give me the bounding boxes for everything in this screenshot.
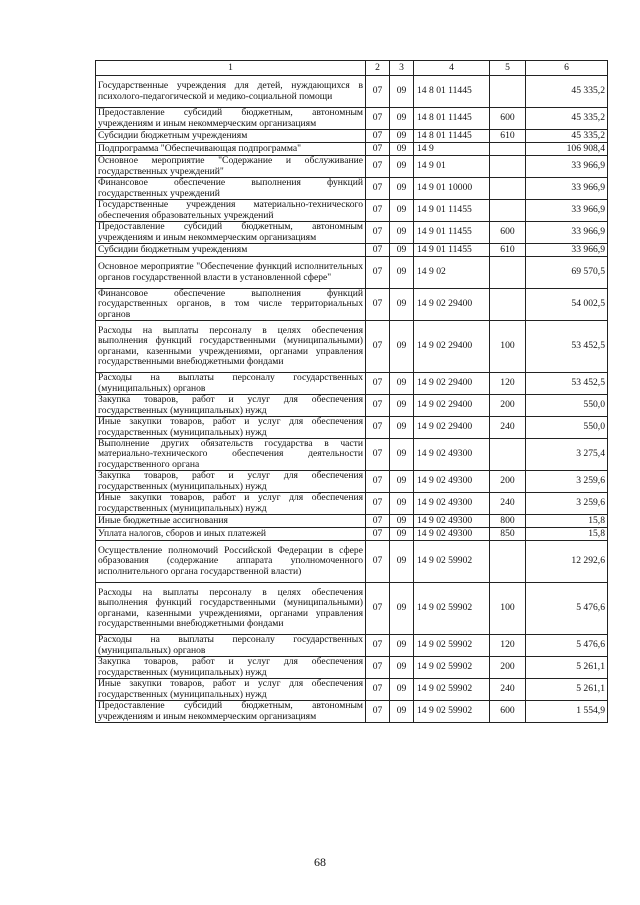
table-row [96, 493, 608, 515]
target-article-code: 14 9 02 29400 [414, 289, 490, 321]
table-row [96, 471, 608, 493]
amount: 33 966,9 [526, 156, 608, 178]
target-article-code: 14 9 02 59902 [414, 657, 490, 679]
item-name: Государственные учреждения для детей, нуждающихся в психолого-педагогической и медико-социальной помощи [96, 76, 366, 108]
table-row [96, 515, 608, 528]
target-article-code: 14 9 02 49300 [414, 515, 490, 528]
expense-type-code [490, 76, 526, 108]
section-code: 07 [366, 321, 390, 373]
expense-type-code: 120 [490, 373, 526, 395]
table-row [96, 143, 608, 156]
item-name: Расходы на выплаты персоналу государственных (муниципальных) органов [96, 373, 366, 395]
subsection-code: 09 [390, 541, 414, 583]
amount: 45 335,2 [526, 76, 608, 108]
target-article-code: 14 9 01 11455 [414, 222, 490, 244]
expense-type-code: 600 [490, 222, 526, 244]
table-row [96, 395, 608, 417]
section-code: 07 [366, 130, 390, 143]
item-name: Иные закупки товаров, работ и услуг для обеспечения государственных (муниципальных) нужд [96, 679, 366, 701]
target-article-code: 14 9 02 59902 [414, 635, 490, 657]
item-name: Иные бюджетные ассигнования [96, 515, 366, 528]
subsection-code: 09 [390, 178, 414, 200]
section-code: 07 [366, 701, 390, 723]
subsection-code: 09 [390, 395, 414, 417]
expense-type-code: 100 [490, 321, 526, 373]
target-article-code: 14 9 02 49300 [414, 493, 490, 515]
amount: 54 002,5 [526, 289, 608, 321]
expense-type-code: 200 [490, 395, 526, 417]
target-article-code: 14 9 01 [414, 156, 490, 178]
target-article-code: 14 9 02 29400 [414, 395, 490, 417]
amount: 33 966,9 [526, 244, 608, 257]
item-name: Выполнение других обязательств государства в части материально-технического обеспечения деятельности государственного органа [96, 439, 366, 471]
amount: 1 554,9 [526, 701, 608, 723]
item-name: Расходы на выплаты персоналу в целях обеспечения выполнения функций государственными (муниципальными) органами, казенными учреждениями, органами управления государственными внебюджетными фондами [96, 583, 366, 635]
subsection-code: 09 [390, 701, 414, 723]
amount: 3 259,6 [526, 471, 608, 493]
target-article-code: 14 9 02 29400 [414, 321, 490, 373]
expense-type-code [490, 156, 526, 178]
target-article-code: 14 9 01 11455 [414, 200, 490, 222]
table-row [96, 108, 608, 130]
subsection-code: 09 [390, 417, 414, 439]
section-code: 07 [366, 583, 390, 635]
amount: 33 966,9 [526, 200, 608, 222]
subsection-code: 09 [390, 108, 414, 130]
subsection-code: 09 [390, 244, 414, 257]
item-name: Предоставление субсидий бюджетным, автономным учреждениям и иным некоммерческим организациям [96, 701, 366, 723]
section-code: 07 [366, 515, 390, 528]
table-row [96, 373, 608, 395]
target-article-code: 14 9 02 59902 [414, 701, 490, 723]
table-row [96, 76, 608, 108]
section-code: 07 [366, 679, 390, 701]
section-code: 07 [366, 178, 390, 200]
item-name: Основное мероприятие "Обеспечение функций исполнительных органов государственной власти в установленной сфере" [96, 257, 366, 289]
section-code: 07 [366, 143, 390, 156]
item-name: Осуществление полномочий Российской Федерации в сфере образования (содержание аппарата уполномоченного исполнительного органа государственной власти) [96, 541, 366, 583]
target-article-code: 14 9 02 59902 [414, 583, 490, 635]
item-name: Предоставление субсидий бюджетным, автономным учреждениям и иным некоммерческим организациям [96, 222, 366, 244]
table-row [96, 156, 608, 178]
section-code: 07 [366, 156, 390, 178]
table-row [96, 289, 608, 321]
target-article-code: 14 9 02 [414, 257, 490, 289]
item-name: Расходы на выплаты персоналу государственных (муниципальных) органов [96, 635, 366, 657]
amount: 5 261,1 [526, 657, 608, 679]
section-code: 07 [366, 528, 390, 541]
section-code: 07 [366, 373, 390, 395]
amount: 5 261,1 [526, 679, 608, 701]
expense-type-code: 600 [490, 701, 526, 723]
item-name: Финансовое обеспечение выполнения функций государственных учреждений [96, 178, 366, 200]
amount: 15,8 [526, 515, 608, 528]
amount: 3 259,6 [526, 493, 608, 515]
subsection-code: 09 [390, 471, 414, 493]
subsection-code: 09 [390, 493, 414, 515]
amount: 45 335,2 [526, 130, 608, 143]
amount: 5 476,6 [526, 635, 608, 657]
target-article-code: 14 9 [414, 143, 490, 156]
amount: 5 476,6 [526, 583, 608, 635]
item-name: Расходы на выплаты персоналу в целях обеспечения выполнения функций государственными (муниципальными) органами, казенными учреждениями, органами управления государственными внебюджетными фондами [96, 321, 366, 373]
subsection-code: 09 [390, 528, 414, 541]
expense-type-code [490, 178, 526, 200]
expense-type-code: 850 [490, 528, 526, 541]
amount: 550,0 [526, 417, 608, 439]
expense-type-code [490, 439, 526, 471]
table-row [96, 200, 608, 222]
amount: 15,8 [526, 528, 608, 541]
expense-type-code: 240 [490, 417, 526, 439]
expense-type-code: 610 [490, 130, 526, 143]
expense-type-code: 240 [490, 679, 526, 701]
expense-type-code: 600 [490, 108, 526, 130]
item-name: Уплата налогов, сборов и иных платежей [96, 528, 366, 541]
item-name: Подпрограмма "Обеспечивающая подпрограмма" [96, 143, 366, 156]
expense-type-code: 800 [490, 515, 526, 528]
table-row [96, 635, 608, 657]
target-article-code: 14 9 02 29400 [414, 373, 490, 395]
item-name: Субсидии бюджетным учреждениям [96, 244, 366, 257]
amount: 3 275,4 [526, 439, 608, 471]
subsection-code: 09 [390, 373, 414, 395]
target-article-code: 14 9 02 49300 [414, 439, 490, 471]
target-article-code: 14 9 02 49300 [414, 471, 490, 493]
table-row [96, 244, 608, 257]
section-code: 07 [366, 417, 390, 439]
amount: 33 966,9 [526, 178, 608, 200]
item-name: Предоставление субсидий бюджетным, автономным учреждениям и иным некоммерческим организациям [96, 108, 366, 130]
expense-type-code: 200 [490, 471, 526, 493]
header-col-4: 4 [414, 61, 490, 76]
section-code: 07 [366, 395, 390, 417]
section-code: 07 [366, 257, 390, 289]
subsection-code: 09 [390, 515, 414, 528]
expense-type-code [490, 257, 526, 289]
section-code: 07 [366, 244, 390, 257]
subsection-code: 09 [390, 439, 414, 471]
amount: 33 966,9 [526, 222, 608, 244]
table-row [96, 528, 608, 541]
table-row [96, 222, 608, 244]
item-name: Закупка товаров, работ и услуг для обеспечения государственных (муниципальных) нужд [96, 657, 366, 679]
header-col-1: 1 [96, 61, 366, 76]
target-article-code: 14 9 01 10000 [414, 178, 490, 200]
table-header-row [96, 61, 608, 76]
subsection-code: 09 [390, 289, 414, 321]
header-col-2: 2 [366, 61, 390, 76]
subsection-code: 09 [390, 635, 414, 657]
expense-type-code: 100 [490, 583, 526, 635]
subsection-code: 09 [390, 679, 414, 701]
item-name: Иные закупки товаров, работ и услуг для обеспечения государственных (муниципальных) нужд [96, 493, 366, 515]
item-name: Субсидии бюджетным учреждениям [96, 130, 366, 143]
target-article-code: 14 9 02 59902 [414, 679, 490, 701]
target-article-code: 14 9 02 29400 [414, 417, 490, 439]
section-code: 07 [366, 471, 390, 493]
section-code: 07 [366, 635, 390, 657]
section-code: 07 [366, 76, 390, 108]
subsection-code: 09 [390, 583, 414, 635]
item-name: Государственные учреждения материально-технического обеспечения образовательных учреждений [96, 200, 366, 222]
expense-type-code: 120 [490, 635, 526, 657]
item-name: Закупка товаров, работ и услуг для обеспечения государственных (муниципальных) нужд [96, 395, 366, 417]
table-row [96, 701, 608, 723]
section-code: 07 [366, 108, 390, 130]
table-row [96, 321, 608, 373]
amount: 69 570,5 [526, 257, 608, 289]
table-row [96, 583, 608, 635]
target-article-code: 14 9 02 49300 [414, 528, 490, 541]
amount: 53 452,5 [526, 321, 608, 373]
section-code: 07 [366, 657, 390, 679]
subsection-code: 09 [390, 257, 414, 289]
target-article-code: 14 9 01 11455 [414, 244, 490, 257]
expense-type-code: 240 [490, 493, 526, 515]
subsection-code: 09 [390, 156, 414, 178]
table-row [96, 679, 608, 701]
table-row [96, 130, 608, 143]
expense-type-code [490, 541, 526, 583]
table-row [96, 657, 608, 679]
amount: 45 335,2 [526, 108, 608, 130]
table-row [96, 257, 608, 289]
subsection-code: 09 [390, 321, 414, 373]
amount: 12 292,6 [526, 541, 608, 583]
section-code: 07 [366, 439, 390, 471]
section-code: 07 [366, 289, 390, 321]
item-name: Финансовое обеспечение выполнения функций государственных органов, в том числе территориальных органов [96, 289, 366, 321]
header-col-3: 3 [390, 61, 414, 76]
item-name: Основное мероприятие "Содержание и обслуживание государственных учреждений" [96, 156, 366, 178]
header-col-6: 6 [526, 61, 608, 76]
amount: 550,0 [526, 395, 608, 417]
budget-table [95, 60, 608, 723]
expense-type-code: 200 [490, 657, 526, 679]
item-name: Иные закупки товаров, работ и услуг для обеспечения государственных (муниципальных) нужд [96, 417, 366, 439]
subsection-code: 09 [390, 143, 414, 156]
amount: 53 452,5 [526, 373, 608, 395]
target-article-code: 14 9 02 59902 [414, 541, 490, 583]
target-article-code: 14 8 01 11445 [414, 108, 490, 130]
section-code: 07 [366, 222, 390, 244]
section-code: 07 [366, 200, 390, 222]
subsection-code: 09 [390, 222, 414, 244]
section-code: 07 [366, 493, 390, 515]
subsection-code: 09 [390, 130, 414, 143]
table-row [96, 541, 608, 583]
amount: 106 908,4 [526, 143, 608, 156]
target-article-code: 14 8 01 11445 [414, 76, 490, 108]
target-article-code: 14 8 01 11445 [414, 130, 490, 143]
table-row [96, 439, 608, 471]
item-name: Закупка товаров, работ и услуг для обеспечения государственных (муниципальных) нужд [96, 471, 366, 493]
expense-type-code [490, 143, 526, 156]
expense-type-code [490, 200, 526, 222]
section-code: 07 [366, 541, 390, 583]
page-number: 68 [314, 855, 326, 869]
expense-type-code [490, 289, 526, 321]
table-row [96, 417, 608, 439]
table-row [96, 178, 608, 200]
expense-type-code: 610 [490, 244, 526, 257]
subsection-code: 09 [390, 76, 414, 108]
header-col-5: 5 [490, 61, 526, 76]
subsection-code: 09 [390, 657, 414, 679]
subsection-code: 09 [390, 200, 414, 222]
